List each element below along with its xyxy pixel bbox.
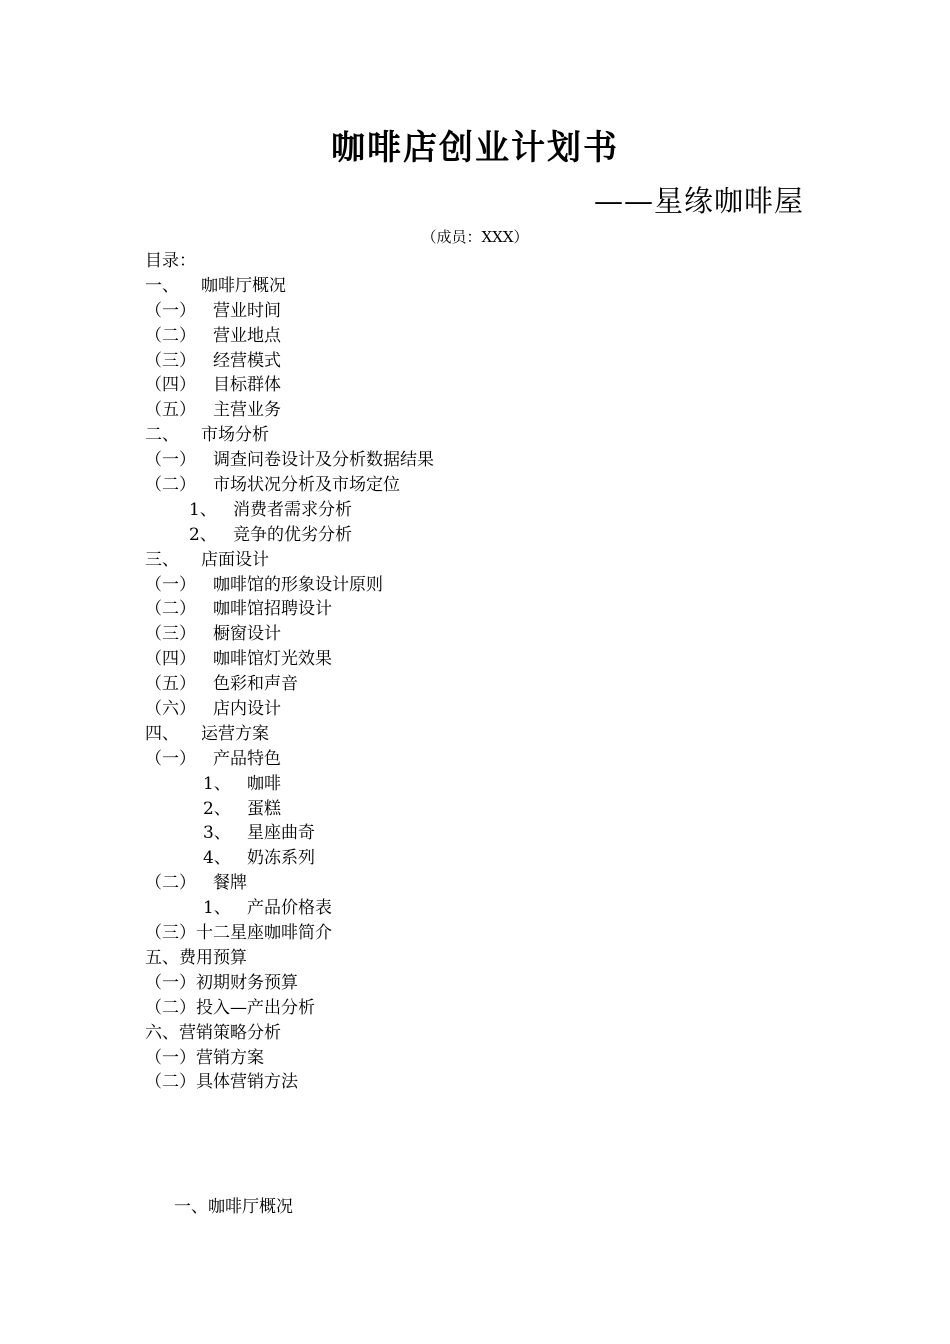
toc-entry (145, 1021, 845, 1046)
toc-entry-number: （五） (145, 400, 196, 421)
toc-entry-number: （二） (145, 599, 196, 620)
toc-entry (145, 797, 845, 822)
toc-entry (145, 622, 845, 647)
toc-entry (145, 573, 845, 598)
toc-entry-text: 运营方案 (201, 723, 269, 744)
toc-entry (145, 697, 845, 722)
toc-entry-text: （二）投入—产出分析 (145, 997, 315, 1018)
toc-entry-number: 四、 (145, 723, 179, 744)
toc-entry-number: 1、 (203, 898, 231, 919)
toc-entry (145, 274, 845, 299)
toc-entry (145, 722, 845, 747)
toc-entry (145, 423, 845, 448)
toc-entry-number: （四） (145, 649, 196, 670)
toc-entry (145, 299, 845, 324)
toc-label: 目录： (145, 251, 196, 271)
toc-entry-number: 1、 (189, 499, 217, 520)
document-subtitle: ——星缘咖啡屋 (593, 184, 804, 218)
toc-entry-number: 2、 (189, 524, 217, 545)
toc-entry-number: （二） (145, 475, 196, 496)
toc-entry-number: （一） (145, 300, 196, 321)
section-heading: 一、咖啡厅概况 (174, 1197, 293, 1217)
toc-entry-text: 咖啡馆的形象设计原则 (213, 574, 383, 595)
toc-entry-text: 咖啡 (247, 773, 281, 794)
toc-entry (145, 772, 845, 797)
toc-entry-number: （一） (145, 574, 196, 595)
toc-entry-text: （一）营销方案 (145, 1047, 264, 1068)
document-title: 咖啡店创业计划书 (331, 128, 619, 168)
toc-entry (145, 996, 845, 1021)
toc-entry-number: （六） (145, 699, 196, 720)
toc-entry-text: 市场状况分析及市场定位 (213, 475, 400, 496)
toc-entry (145, 349, 845, 374)
toc-entry-number: （三） (145, 350, 196, 371)
toc-entry (145, 498, 845, 523)
toc-entry (145, 448, 845, 473)
toc-entry-number: 3、 (203, 823, 231, 844)
toc-entry-number: （三） (145, 624, 196, 645)
toc-entry-text: 营业地点 (213, 325, 281, 346)
toc-entry (145, 373, 845, 398)
toc-entry-number: 2、 (203, 798, 231, 819)
toc-entry (145, 846, 845, 871)
toc-entry-text: 咖啡馆灯光效果 (213, 649, 332, 670)
table-of-contents (145, 249, 845, 1095)
toc-entry-text: 星座曲奇 (247, 823, 315, 844)
toc-entry (145, 946, 845, 971)
toc-entry (145, 821, 845, 846)
toc-entry-text: 店面设计 (201, 549, 269, 570)
toc-entry-text: 调查问卷设计及分析数据结果 (213, 450, 434, 471)
toc-entry-number: 4、 (203, 848, 231, 869)
toc-entry (145, 1070, 845, 1095)
toc-entry-number: （一） (145, 450, 196, 471)
toc-entry-text: 咖啡馆招聘设计 (213, 599, 332, 620)
toc-entry-number: （四） (145, 375, 196, 396)
toc-entry-number: 一、 (145, 275, 179, 296)
toc-entry (145, 324, 845, 349)
toc-entry-number: （二） (145, 873, 196, 894)
toc-entry-text: 五、费用预算 (145, 947, 247, 968)
toc-entry-number: （五） (145, 674, 196, 695)
toc-entry-text: （二）具体营销方法 (145, 1072, 298, 1093)
toc-entry (145, 1046, 845, 1071)
toc-entry-text: 主营业务 (213, 400, 281, 421)
toc-entry-text: （一）初期财务预算 (145, 972, 298, 993)
toc-entry-text: 竞争的优劣分析 (233, 524, 352, 545)
toc-entry (145, 971, 845, 996)
toc-entry-number: 1、 (203, 773, 231, 794)
toc-entry (145, 398, 845, 423)
toc-entry (145, 921, 845, 946)
toc-entry-text: 产品特色 (213, 748, 281, 769)
toc-entry (145, 523, 845, 548)
toc-entry (145, 548, 845, 573)
toc-entry (145, 672, 845, 697)
toc-entry (145, 871, 845, 896)
toc-entry-text: 店内设计 (213, 699, 281, 720)
toc-entry-number: 三、 (145, 549, 179, 570)
toc-entry-text: 营业时间 (213, 300, 281, 321)
toc-entry-text: 产品价格表 (247, 898, 332, 919)
toc-entry (145, 747, 845, 772)
toc-entry (145, 597, 845, 622)
toc-entry-text: （三）十二星座咖啡简介 (145, 923, 332, 944)
toc-entry-text: 奶冻系列 (247, 848, 315, 869)
toc-entry-text: 市场分析 (201, 425, 269, 446)
members-line: （成员：XXX） (421, 228, 529, 246)
toc-entry-text: 六、营销策略分析 (145, 1022, 281, 1043)
toc-entry-text: 目标群体 (213, 375, 281, 396)
toc-entry-text: 蛋糕 (247, 798, 281, 819)
toc-entry-text: 餐牌 (213, 873, 247, 894)
toc-entry-number: （二） (145, 325, 196, 346)
toc-entry-number: 二、 (145, 425, 179, 446)
toc-entry-text: 色彩和声音 (213, 674, 298, 695)
toc-entry (145, 473, 845, 498)
toc-entry-text: 橱窗设计 (213, 624, 281, 645)
toc-entry (145, 896, 845, 921)
toc-entry-text: 消费者需求分析 (233, 499, 352, 520)
toc-entry (145, 647, 845, 672)
toc-entry-text: 咖啡厅概况 (201, 275, 286, 296)
toc-entry-number: （一） (145, 748, 196, 769)
toc-entry-text: 经营模式 (213, 350, 281, 371)
